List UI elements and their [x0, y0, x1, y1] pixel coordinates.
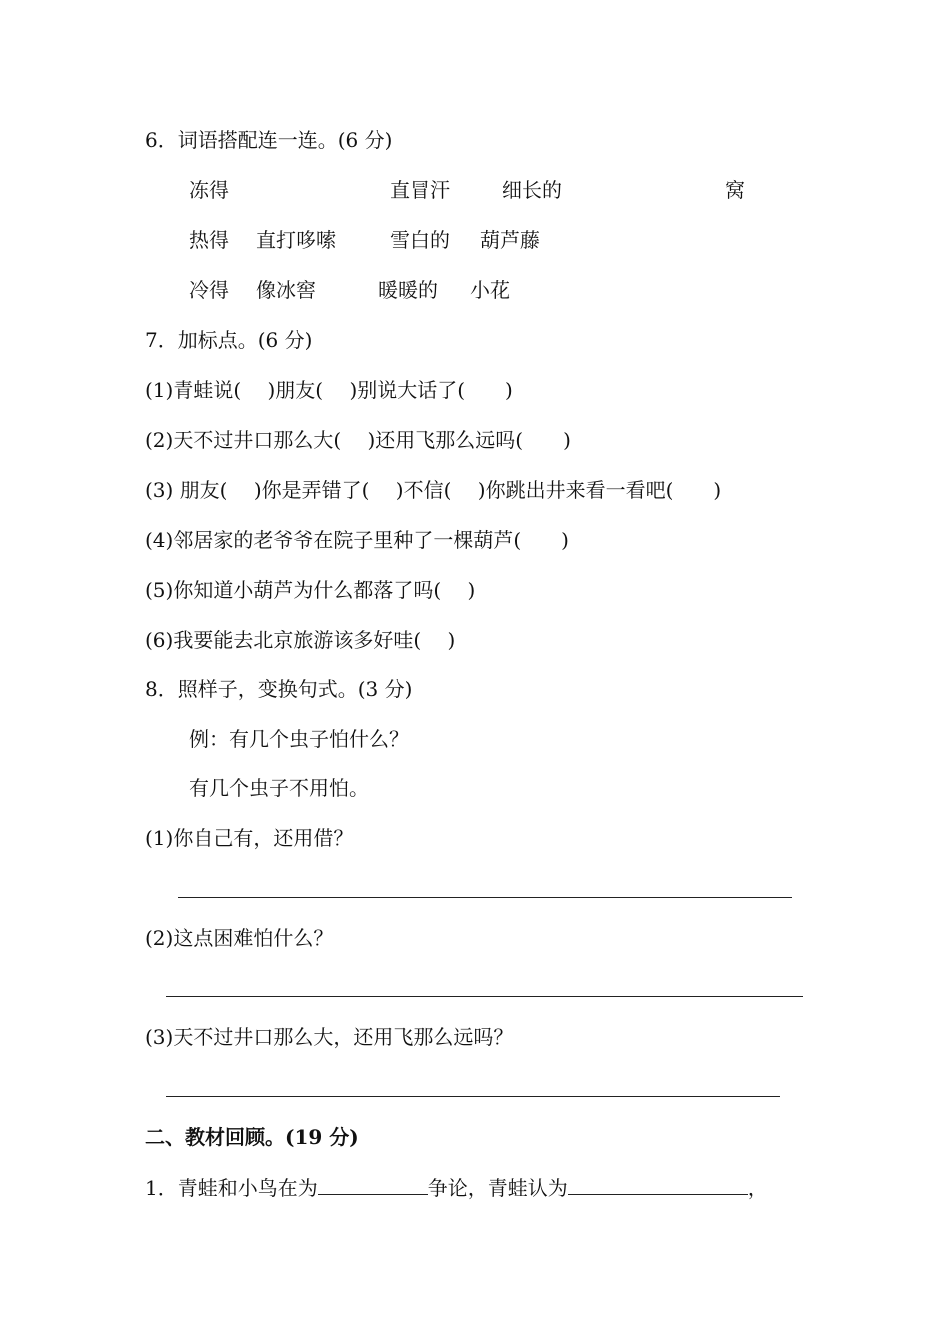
match-word: 窝 — [725, 178, 745, 202]
transform-item: (2)这点困难怕什么？ — [145, 926, 334, 950]
match-word: 细长的 — [502, 178, 562, 202]
match-word: 暖暖的 — [378, 278, 438, 302]
question-text: ， — [747, 1176, 768, 1200]
transform-item: (3)天不过井口那么大，还用飞那么远吗？ — [145, 1025, 514, 1049]
punctuation-item: (4)邻居家的老爷爷在院子里种了一棵葫芦( ) — [145, 528, 569, 552]
match-word: 热得 — [189, 228, 229, 252]
section-heading: 二、教材回顾。(19 分) — [145, 1125, 359, 1149]
transform-item: (1)你自己有，还用借？ — [145, 826, 354, 850]
match-word: 直冒汗 — [390, 178, 450, 202]
example-question: 例：有几个虫子怕什么？ — [189, 727, 409, 751]
punctuation-item: (5)你知道小葫芦为什么都落了吗( ) — [145, 578, 476, 602]
punctuation-item: (1)青蛙说( )朋友( )别说大话了( ) — [145, 378, 513, 402]
question-text: 争论，青蛙认为 — [427, 1176, 568, 1200]
example-answer: 有几个虫子不用怕。 — [189, 776, 369, 800]
match-word: 葫芦藤 — [480, 228, 540, 252]
match-word: 冷得 — [189, 278, 229, 302]
match-word: 雪白的 — [390, 228, 450, 252]
fill-blank[interactable] — [318, 1174, 428, 1195]
q6-title: 6．词语搭配连一连。(6 分) — [145, 128, 393, 152]
punctuation-item: (3) 朋友( )你是弄错了( )不信( )你跳出井来看一看吧( ) — [145, 478, 722, 502]
answer-line[interactable] — [166, 996, 803, 997]
question-text: 1．青蛙和小鸟在为 — [145, 1176, 318, 1200]
match-word: 像冰窖 — [256, 278, 316, 302]
match-word: 直打哆嗦 — [256, 228, 336, 252]
punctuation-item: (6)我要能去北京旅游该多好哇( ) — [145, 628, 456, 652]
answer-line[interactable] — [178, 897, 792, 898]
fill-blank[interactable] — [568, 1174, 748, 1195]
answer-line[interactable] — [166, 1096, 780, 1097]
punctuation-item: (2)天不过井口那么大( )还用飞那么远吗( ) — [145, 428, 571, 452]
match-word: 小花 — [470, 278, 510, 302]
match-word: 冻得 — [189, 178, 229, 202]
q8-title: 8．照样子，变换句式。(3 分) — [145, 677, 413, 701]
q7-title: 7．加标点。(6 分) — [145, 328, 313, 352]
fill-in-question — [145, 1174, 768, 1200]
